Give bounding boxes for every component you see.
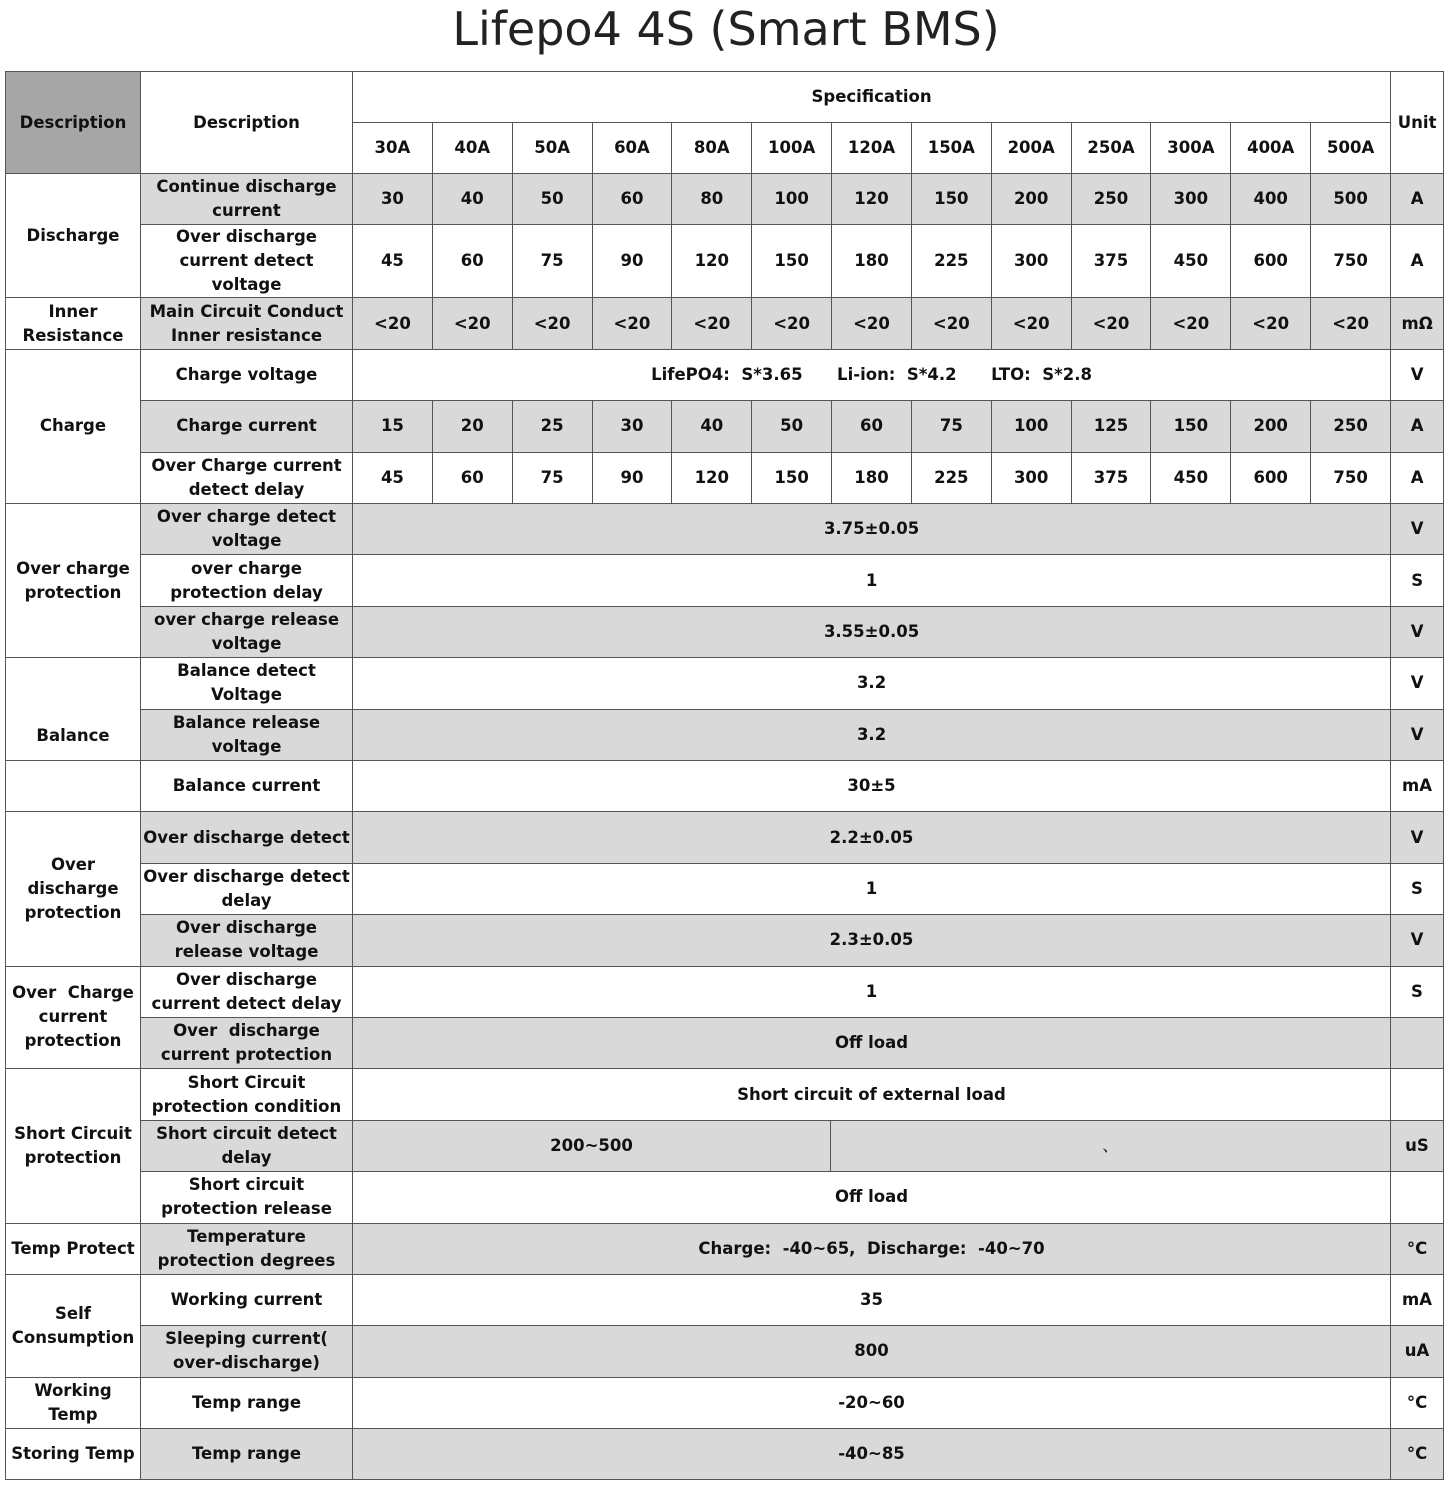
value-cell: 600 [1231,225,1311,298]
table-row [6,1274,1444,1325]
table-row [6,915,1444,966]
value-cell: 180 [832,452,912,503]
row-label: Short circuit detect delay [141,1120,353,1171]
row-label: Over discharge current detect voltage [141,225,353,298]
table-row [6,1120,1444,1171]
row-label: Balance current [141,761,353,812]
value-cell: 90 [592,225,672,298]
unit-cell [1391,1069,1444,1120]
table-row [6,555,1444,606]
row-label: Over discharge detect delay [141,863,353,914]
value-cell: <20 [911,298,991,349]
value-cell: 125 [1071,401,1151,452]
unit-cell: V [1391,915,1444,966]
value-cell: 60 [592,174,672,225]
value-cell: 45 [353,452,433,503]
table-row [6,349,1444,400]
unit-cell: mA [1391,1274,1444,1325]
unit-cell: V [1391,812,1444,863]
table-row [6,1069,1444,1120]
row-value: 1 [353,555,1391,606]
page-title: Lifepo4 4S (Smart BMS) [452,2,1000,56]
value-cell: 150 [752,225,832,298]
row-label: Continue discharge current [141,174,353,225]
value-cell: 75 [512,452,592,503]
value-cell: 75 [512,225,592,298]
value-cell: 450 [1151,225,1231,298]
unit-cell: mA [1391,761,1444,812]
group-self-consumption: Self Consumption [6,1274,141,1377]
value-cell: 225 [911,225,991,298]
unit-cell: °C [1391,1429,1444,1480]
value-cell: <20 [752,298,832,349]
value-cell: 450 [1151,452,1231,503]
value-cell: 120 [832,174,912,225]
table-row [6,709,1444,760]
model-header-80a: 80A [672,123,752,174]
value-cell: 60 [432,452,512,503]
row-value: 800 [353,1326,1391,1377]
value-cell: 45 [353,225,433,298]
model-header-40a: 40A [432,123,512,174]
unit-cell: mΩ [1391,298,1444,349]
unit-cell: S [1391,555,1444,606]
value-cell: <20 [592,298,672,349]
value-cell: 500 [1311,174,1391,225]
value-cell: <20 [1231,298,1311,349]
table-row [6,1017,1444,1068]
group-balance-continued [6,761,141,812]
value-cell: 100 [991,401,1071,452]
value-cell: <20 [991,298,1071,349]
table-row [6,225,1444,298]
value-cell: 40 [432,174,512,225]
row-label: Short Circuit protection condition [141,1069,353,1120]
group-short-circuit-protection: Short Circuit protection [6,1069,141,1223]
value-cell: 30 [353,174,433,225]
value-cell: 300 [991,225,1071,298]
row-value: Off load [353,1172,1391,1223]
row-value: 3.75±0.05 [353,503,1391,554]
value-cell: 150 [1151,401,1231,452]
row-value: 1 [353,966,1391,1017]
row-label: Temp range [141,1429,353,1480]
row-value: 3.2 [353,658,1391,709]
row-value: 200~500 [353,1120,831,1171]
table-row [6,1223,1444,1274]
value-cell: 60 [832,401,912,452]
table-row [6,658,1444,709]
header-description-item: Description [141,72,353,174]
unit-cell: S [1391,863,1444,914]
table-row [6,174,1444,225]
unit-cell: °C [1391,1377,1444,1428]
row-label: over charge release voltage [141,606,353,657]
model-header-400a: 400A [1231,123,1311,174]
row-label: Short circuit protection release [141,1172,353,1223]
row-value-secondary: 、 [831,1120,1391,1171]
value-cell: 20 [432,401,512,452]
unit-cell: A [1391,401,1444,452]
model-header-100a: 100A [752,123,832,174]
value-cell: <20 [672,298,752,349]
value-cell: 300 [1151,174,1231,225]
value-cell: 25 [512,401,592,452]
row-value: 3.55±0.05 [353,606,1391,657]
value-cell: 375 [1071,452,1151,503]
row-label: Temp range [141,1377,353,1428]
value-cell: 400 [1231,174,1311,225]
header-description-category: Description [6,72,141,174]
group-over-charge-protection: Over charge protection [6,503,141,657]
row-label: Main Circuit Conduct Inner resistance [141,298,353,349]
model-header-150a: 150A [911,123,991,174]
value-cell: 150 [911,174,991,225]
table-row [6,401,1444,452]
group-charge: Charge [6,349,141,503]
model-header-50a: 50A [512,123,592,174]
value-cell: 200 [991,174,1071,225]
value-cell: 15 [353,401,433,452]
table-row [6,503,1444,554]
table-row [6,863,1444,914]
value-cell: 120 [672,452,752,503]
row-label: Over discharge release voltage [141,915,353,966]
value-cell: 180 [832,225,912,298]
unit-cell: S [1391,966,1444,1017]
table-row [6,1172,1444,1223]
unit-cell: V [1391,606,1444,657]
row-value: Short circuit of external load [353,1069,1391,1120]
value-cell: 60 [432,225,512,298]
value-cell: 50 [752,401,832,452]
model-header-120a: 120A [832,123,912,174]
table-row [6,966,1444,1017]
value-cell: 100 [752,174,832,225]
value-cell: 50 [512,174,592,225]
row-label: Charge voltage [141,349,353,400]
spec-table-1 [5,71,1444,761]
unit-cell: V [1391,709,1444,760]
model-header-250a: 250A [1071,123,1151,174]
table-row [6,761,1444,812]
value-cell: 80 [672,174,752,225]
table-row [6,1377,1444,1428]
row-label: over charge protection delay [141,555,353,606]
group-discharge: Discharge [6,174,141,298]
header-specification: Specification [353,72,1391,123]
unit-cell: V [1391,503,1444,554]
group-storing-temp: Storing Temp [6,1429,141,1480]
value-cell: 40 [672,401,752,452]
value-cell: 90 [592,452,672,503]
unit-cell: uS [1391,1120,1444,1171]
row-value: Off load [353,1017,1391,1068]
unit-cell: A [1391,225,1444,298]
group-inner-resistance: Inner Resistance [6,298,141,349]
row-label: Over discharge current protection [141,1017,353,1068]
group-working-temp: Working Temp [6,1377,141,1428]
value-cell: 225 [911,452,991,503]
row-value: -40~85 [353,1429,1391,1480]
row-label: Over Charge current detect delay [141,452,353,503]
row-value: -20~60 [353,1377,1391,1428]
model-header-500a: 500A [1311,123,1391,174]
row-value: 2.3±0.05 [353,915,1391,966]
value-cell: 375 [1071,225,1151,298]
value-cell: 250 [1311,401,1391,452]
unit-cell: A [1391,174,1444,225]
value-cell: 120 [672,225,752,298]
unit-cell: V [1391,658,1444,709]
table-row [6,298,1444,349]
value-cell: 150 [752,452,832,503]
table-row [6,452,1444,503]
charge-voltage-value: LifePO4: S*3.65 Li-ion: S*4.2 LTO: S*2.8 [353,349,1391,400]
value-cell: <20 [512,298,592,349]
row-value: 2.2±0.05 [353,812,1391,863]
table-row [6,1326,1444,1377]
model-header-200a: 200A [991,123,1071,174]
unit-cell [1391,1017,1444,1068]
value-cell: 750 [1311,452,1391,503]
group-over-discharge-protection: Over discharge protection [6,812,141,966]
model-header-60a: 60A [592,123,672,174]
unit-cell: V [1391,349,1444,400]
group-balance: Balance [6,658,141,761]
row-label: Balance detect Voltage [141,658,353,709]
row-label: Over discharge current detect delay [141,966,353,1017]
spec-table-2 [5,760,1444,1480]
value-cell: 750 [1311,225,1391,298]
value-cell: 250 [1071,174,1151,225]
row-value: 1 [353,863,1391,914]
row-value: 30±5 [353,761,1391,812]
value-cell: <20 [1311,298,1391,349]
unit-cell: uA [1391,1326,1444,1377]
row-label: Working current [141,1274,353,1325]
value-cell: 30 [592,401,672,452]
value-cell: <20 [432,298,512,349]
value-cell: 75 [911,401,991,452]
unit-cell [1391,1172,1444,1223]
unit-cell: A [1391,452,1444,503]
row-label: Temperature protection degrees [141,1223,353,1274]
row-value: Charge: -40~65, Discharge: -40~70 [353,1223,1391,1274]
model-header-300a: 300A [1151,123,1231,174]
value-cell: <20 [832,298,912,349]
unit-cell: °C [1391,1223,1444,1274]
header-unit: Unit [1391,72,1444,174]
value-cell: 200 [1231,401,1311,452]
row-value: 35 [353,1274,1391,1325]
row-label: Sleeping current( over-discharge) [141,1326,353,1377]
value-cell: <20 [1151,298,1231,349]
value-cell: 300 [991,452,1071,503]
value-cell: <20 [1071,298,1151,349]
row-label: Charge current [141,401,353,452]
row-label: Balance release voltage [141,709,353,760]
model-header-30a: 30A [353,123,433,174]
group-temp-protect: Temp Protect [6,1223,141,1274]
group-over-charge-current-protection: Over Charge current protection [6,966,141,1069]
table-row [6,812,1444,863]
row-value: 3.2 [353,709,1391,760]
row-label: Over charge detect voltage [141,503,353,554]
row-label: Over discharge detect [141,812,353,863]
value-cell: <20 [353,298,433,349]
value-cell: 600 [1231,452,1311,503]
table-row [6,606,1444,657]
table-row [6,1429,1444,1480]
